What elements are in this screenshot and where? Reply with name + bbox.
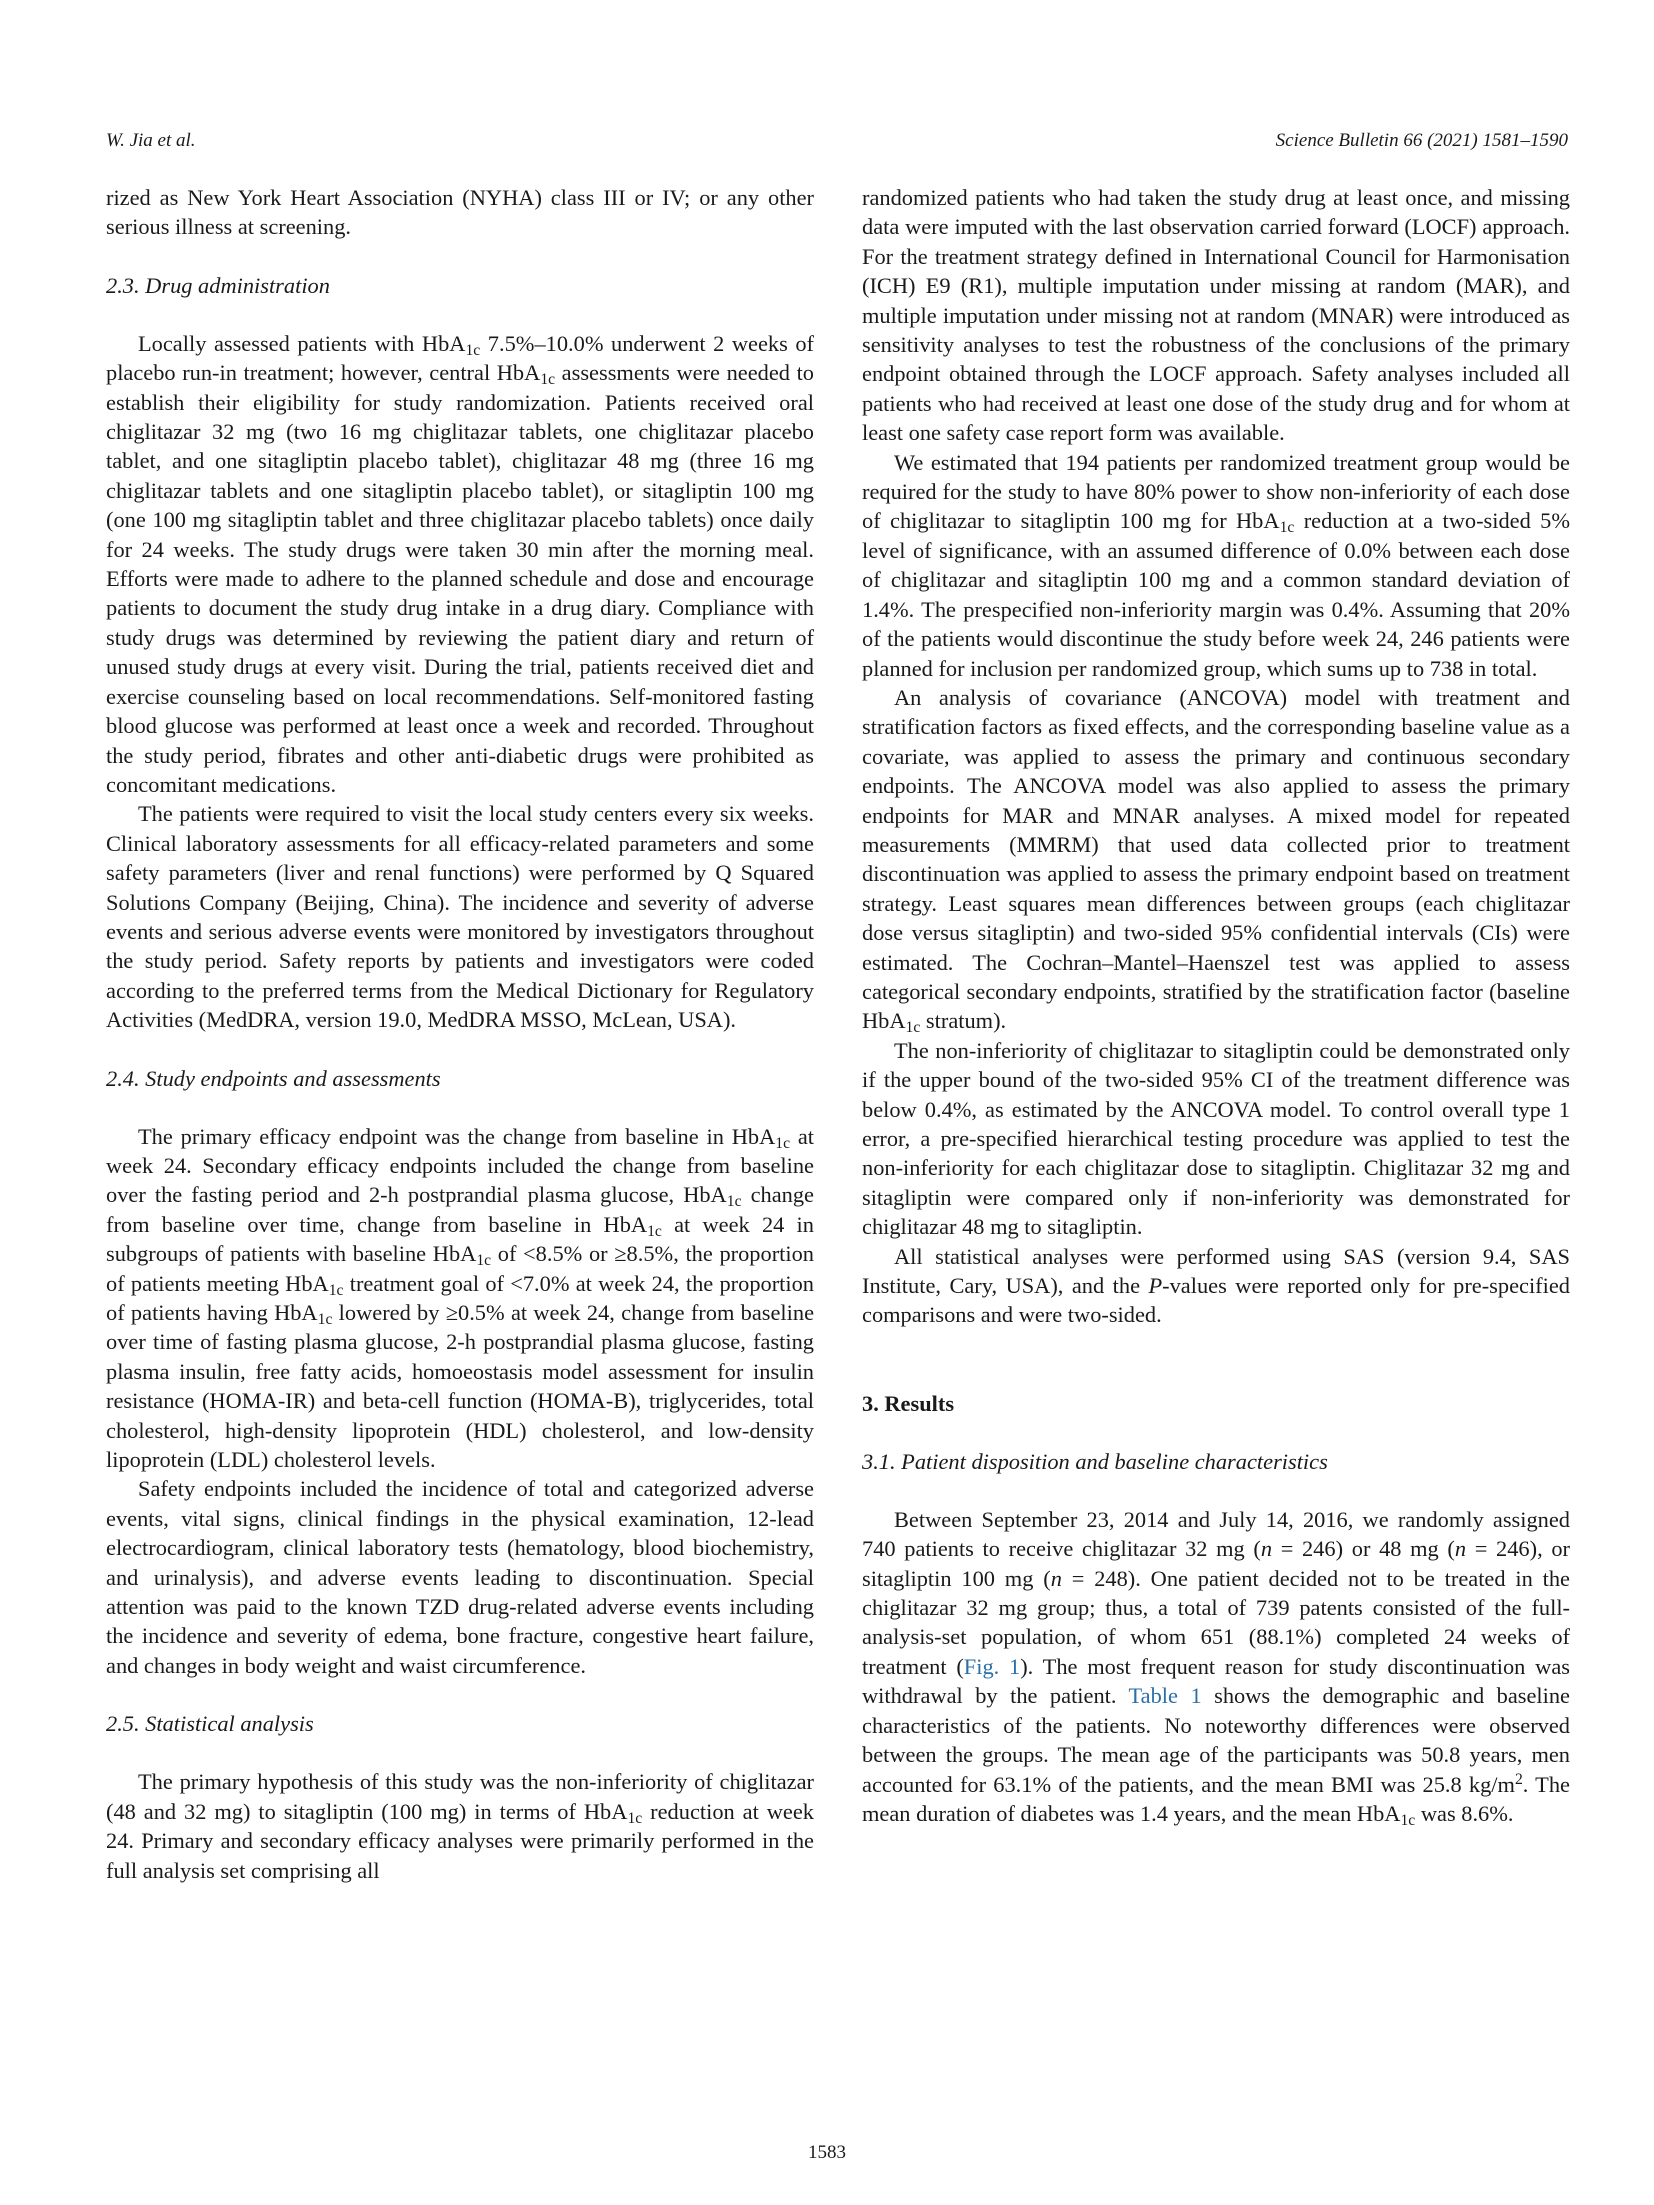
page-number: 1583 bbox=[808, 2142, 846, 2163]
paragraph: Safety endpoints included the incidence of total and categorized adverse events, vital signs, clinical findings in the physical examination, 12-lead electrocardiogram, clinical laboratory tests (hematology, blood biochemistry, and urinalysis), and adverse events leading to discontinuation. Special attention was paid to the known TZD drug-related adverse events including the incidence and severity of edema, bone fracture, congestive heart failure, and changes in body weight and waist circumference. bbox=[106, 1476, 814, 1678]
paragraph: The primary hypothesis of this study was the non-inferiority of chiglitazar (48 and 32 mg) to sitagliptin (100 mg) in terms of HbA$_{1c}$ reduction at week 24. Primary and secondary efficacy analyses were primarily performed in the full analysis set comprising all bbox=[106, 1769, 814, 1883]
paragraph: The primary efficacy endpoint was the change from baseline in HbA$_{1c}$ at week 24. Secondary efficacy endpoints included the change from baseline over the fasting period and 2-h postprandial plasma glucose, HbA$_{1c}$ change from baseline over time, change from baseline in HbA$_{1c}$ at week 24 in subgroups of patients with baseline HbA$_{1c}$ of <8.5% or ≥8.5%, the proportion of patients meeting HbA$_{1c}$ treatment goal of <7.0% at week 24, the proportion of patients having HbA$_{1c}$ lowered by ≥0.5% at week 24, change from baseline over time of fasting plasma glucose, 2-h postprandial plasma glucose, fasting plasma insulin, free fatty acids, homoeostasis model assessment for insulin resistance (HOMA-IR) and beta-cell function (HOMA-B), triglycerides, total cholesterol, high-density lipoprotein (HDL) cholesterol, and low-density lipoprotein (LDL) cholesterol levels. bbox=[106, 1123, 815, 1473]
paragraph: All statistical analyses were performed using SAS (version 9.4, SAS Institute, Cary, USA), and the P-values were reported only for pre-specified comparisons and were two-sided. bbox=[862, 1243, 1570, 1328]
paragraph: The patients were required to visit the local study centers every six weeks. Clinical laboratory assessments for all efficacy-related parameters and some safety parameters (liver and renal functions) were performed by Q Squared Solutions Company (Beijing, China). The incidence and severity of adverse events and serious adverse events were monitored by investigators throughout the study period. Safety reports by patients and investigators were coded according to the preferred terms from the Medical Dictionary for Regulatory Activities (MedDRA, version 19.0, MedDRA MSSO, McLean, USA). bbox=[106, 801, 814, 1033]
paragraph: The non-inferiority of chiglitazar to sitagliptin could be demonstrated only if the upper bound of the two-sided 95% CI of the treatment difference was below 0.4%, as estimated by the ANCOVA model. To control overall type 1 error, a pre-specified hierarchical testing procedure was applied to test the non-inferiority for each chiglitazar dose to sitagliptin. Chiglitazar 32 mg and sitagliptin were compared only if non-inferiority was demonstrated for chiglitazar 48 mg to sitagliptin. bbox=[862, 1037, 1570, 1240]
section-heading-3-1: 3.1. Patient disposition and baseline characteristics bbox=[862, 1448, 1328, 1474]
paragraph: rized as New York Heart Association (NYHA) class III or IV; or any other serious illness at screening. bbox=[106, 185, 814, 240]
running-header-journal: Science Bulletin 66 (2021) 1581–1590 bbox=[1275, 130, 1568, 151]
running-header-authors: W. Jia et al. bbox=[106, 130, 196, 151]
paragraph: Between September 23, 2014 and July 14, 2016, we randomly assigned 740 patients to receive chiglitazar 32 mg (n = 246) or 48 mg (n = 246), or sitagliptin 100 mg (n = 248). One patient decided not to be treated in the chiglitazar 32 mg group; thus, a total of 739 patents consisted of the full-analysis-set population, of whom 651 (88.1%) completed 24 weeks of treatment (Fig. 1). The most frequent reason for study discontinuation was withdrawal by the patient. Table 1 shows the demographic and baseline characteristics of the patients. No noteworthy differences were observed between the groups. The mean age of the participants was 50.8 years, men accounted for 63.1% of the patients, and the mean BMI was 25.8 $kg/m^2$. The mean duration of diabetes was 1.4 years, and the mean HbA$_{1c}$ was 8.6%. bbox=[862, 1506, 1570, 1829]
left-column bbox=[106, 183, 814, 1885]
table-link[interactable]: Table 1 bbox=[1128, 1683, 1202, 1709]
section-heading-2-3: 2.3. Drug administration bbox=[106, 272, 330, 298]
paragraph: Locally assessed patients with HbA$_{1c}$ 7.5%–10.0% underwent 2 weeks of placebo run-in treatment; however, central HbA$_{1c}$ assessments were needed to establish their eligibility for study randomization. Patients received oral chiglitazar 32 mg (two 16 mg chiglitazar tablets, one chiglitazar placebo tablet, and one sitagliptin placebo tablet), chiglitazar 48 mg (three 16 mg chiglitazar tablets and one sitagliptin placebo tablet), or sitagliptin 100 mg (one 100 mg sitagliptin tablet and three chiglitazar placebo tablets) once daily for 24 weeks. The study drugs were taken 30 min after the morning meal. Efforts were made to adhere to the planned schedule and dose and encourage patients to document the study drug intake in a drug diary. Compliance with study drugs was determined by reviewing the patient diary and return of unused study drugs at every visit. During the trial, patients received diet and exercise counseling based on local recommendations. Self-monitored fasting blood glucose was performed at least once a week and recorded. Throughout the study period, fibrates and other anti-diabetic drugs were prohibited as concomitant medications. bbox=[106, 330, 815, 797]
paragraph: randomized patients who had taken the study drug at least once, and missing data were imputed with the last observation carried forward (LOCF) approach. For the treatment strategy defined in International Council for Harmonisation (ICH) E9 (R1), multiple imputation under missing at random (MAR), and multiple imputation under missing not at random (MNAR) were introduced as sensitivity analyses to test the robustness of the conclusions of the primary endpoint obtained through the LOCF approach. Safety analyses included all patients who had received at least one dose of the study drug and for whom at least one safety case report form was available. bbox=[862, 185, 1570, 446]
section-heading-2-4: 2.4. Study endpoints and assessments bbox=[106, 1065, 441, 1091]
right-column bbox=[862, 183, 1570, 1828]
section-heading-2-5: 2.5. Statistical analysis bbox=[106, 1711, 314, 1737]
paragraph: An analysis of covariance (ANCOVA) model with treatment and stratification factors as fixed effects, and the corresponding baseline value as a covariate, was applied to assess the primary and continuous secondary endpoints. The ANCOVA model was also applied to assess the primary endpoints for MAR and MNAR analyses. A mixed model for repeated measurements (MMRM) that used data collected prior to treatment discontinuation was applied to assess the primary endpoint based on treatment strategy. Least squares mean differences between groups (each chiglitazar dose versus sitagliptin) and two-sided 95% confidential intervals (CIs) were estimated. The Cochran–Mantel–Haenszel test was applied to assess categorical secondary endpoints, stratified by the stratification factor (baseline HbA$_{1c}$ stratum). bbox=[862, 684, 1570, 1037]
section-heading-3: 3. Results bbox=[862, 1390, 955, 1416]
paragraph: We estimated that 194 patients per randomized treatment group would be required for the study to have 80% power to show non-inferiority of each dose of chiglitazar to sitagliptin 100 mg for HbA$_{1c}$ reduction at a two-sided 5% level of significance, with an assumed difference of 0.0% between each dose of chiglitazar and sitagliptin 100 mg and a common standard deviation of 1.4%. The prespecified non-inferiority margin was 0.4%. Assuming that 20% of the patients would discontinue the study before week 24, 246 patients were planned for inclusion per randomized group, which sums up to 738 in total. bbox=[862, 449, 1571, 681]
section-gap bbox=[862, 1330, 1570, 1389]
figure-link[interactable]: Fig. 1 bbox=[963, 1653, 1021, 1679]
